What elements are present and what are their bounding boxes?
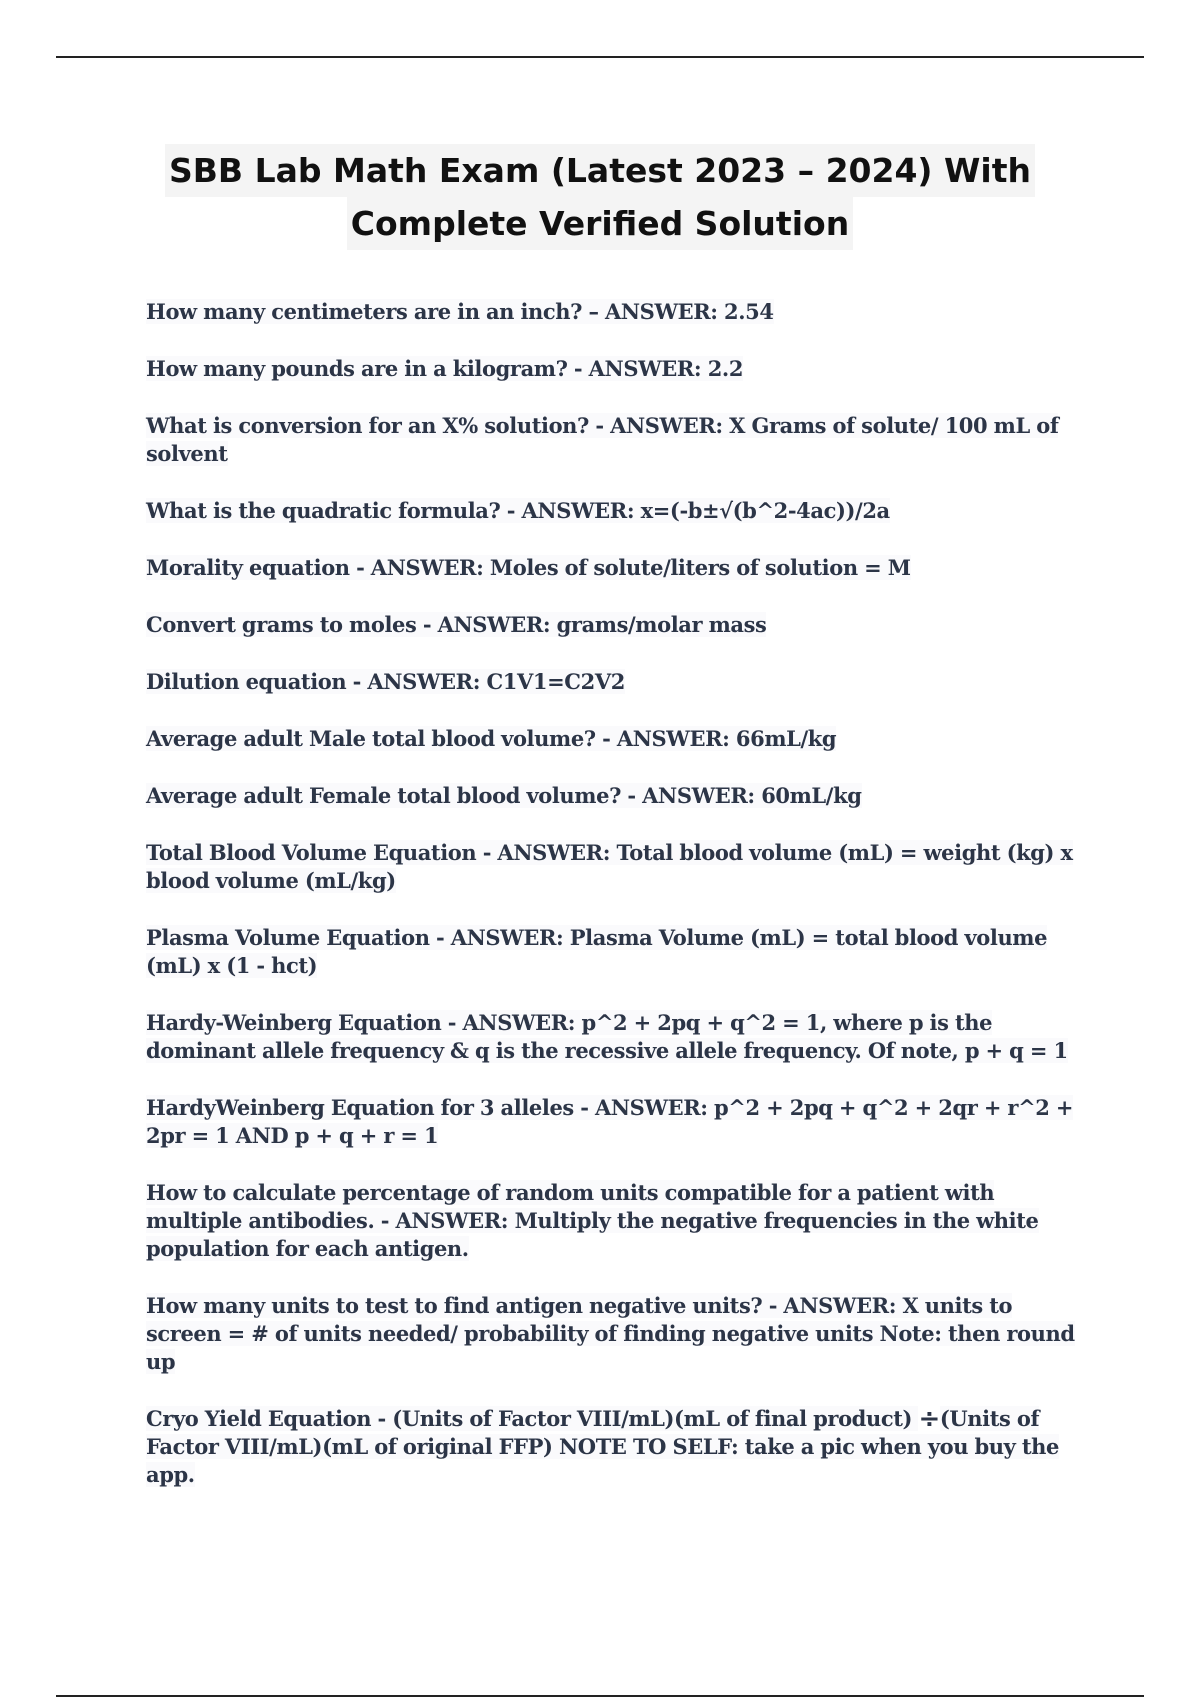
qa-text-before: Cryo Yield Equation - (Units of Factor VIII/mL)(mL of final product) [146, 1406, 919, 1431]
qa-item [146, 412, 1086, 468]
qa-item [146, 611, 1086, 639]
qa-text: Convert grams to moles - ANSWER: grams/molar mass [146, 612, 767, 637]
qa-text: How many units to test to find antigen negative units? - ANSWER: X units to screen = # of units needed/ probability of finding negative units Note: then round up [146, 1293, 1075, 1374]
bottom-rule [56, 1695, 1144, 1697]
division-operator: ÷ [918, 1404, 940, 1434]
qa-item [146, 1405, 1086, 1489]
qa-text: What is conversion for an X% solution? - ANSWER: X Grams of solute/ 100 mL of solvent [146, 413, 1059, 466]
title-line-2: Complete Verified Solution [347, 197, 853, 250]
qa-text: Average adult Male total blood volume? - ANSWER: 66mL/kg [146, 726, 837, 751]
qa-text-after: (Units of Factor VIII/mL)(mL of original FFP) NOTE TO SELF: take a pic when you buy the app. [146, 1406, 1060, 1487]
qa-item [146, 725, 1086, 753]
qa-text: Total Blood Volume Equation - ANSWER: Total blood volume (mL) = weight (kg) x blood volume (mL/kg) [146, 840, 1073, 893]
qa-item [146, 1009, 1086, 1065]
qa-item [146, 497, 1086, 525]
qa-item [146, 554, 1086, 582]
qa-text: Morality equation - ANSWER: Moles of solute/liters of solution = M [146, 555, 911, 580]
qa-item [146, 1292, 1086, 1376]
qa-text: HardyWeinberg Equation for 3 alleles - ANSWER: p^2 + 2pq + q^2 + 2qr + r^2 + 2pr = 1 AND p + q + r = 1 [146, 1095, 1074, 1148]
qa-item [146, 1094, 1086, 1150]
qa-item [146, 782, 1086, 810]
qa-text: How to calculate percentage of random units compatible for a patient with multiple antibodies. - ANSWER: Multiply the negative frequencies in the white population for each antigen. [146, 1180, 1039, 1261]
qa-item [146, 355, 1086, 383]
qa-item [146, 1179, 1086, 1263]
qa-text: How many centimeters are in an inch? – ANSWER: 2.54 [146, 299, 774, 324]
title-line-1: SBB Lab Math Exam (Latest 2023 – 2024) With [165, 144, 1035, 197]
qa-text: What is the quadratic formula? - ANSWER: x=(-b±√(b^2-4ac))/2a [146, 498, 890, 523]
qa-text: Average adult Female total blood volume? - ANSWER: 60mL/kg [146, 783, 862, 808]
qa-item [146, 298, 1086, 326]
qa-text: Dilution equation - ANSWER: C1V1=C2V2 [146, 669, 625, 694]
qa-text: Hardy-Weinberg Equation - ANSWER: p^2 + 2pq + q^2 = 1, where p is the dominant allele frequency & q is the recessive allele frequency. Of note, p + q = 1 [146, 1010, 1068, 1063]
qa-list [146, 298, 1086, 1518]
qa-item [146, 924, 1086, 980]
qa-item [146, 668, 1086, 696]
top-rule [56, 56, 1144, 58]
qa-text: How many pounds are in a kilogram? - ANSWER: 2.2 [146, 356, 744, 381]
qa-text: Plasma Volume Equation - ANSWER: Plasma Volume (mL) = total blood volume (mL) x (1 - hct) [146, 925, 1048, 978]
document-title [100, 144, 1100, 250]
qa-item [146, 839, 1086, 895]
